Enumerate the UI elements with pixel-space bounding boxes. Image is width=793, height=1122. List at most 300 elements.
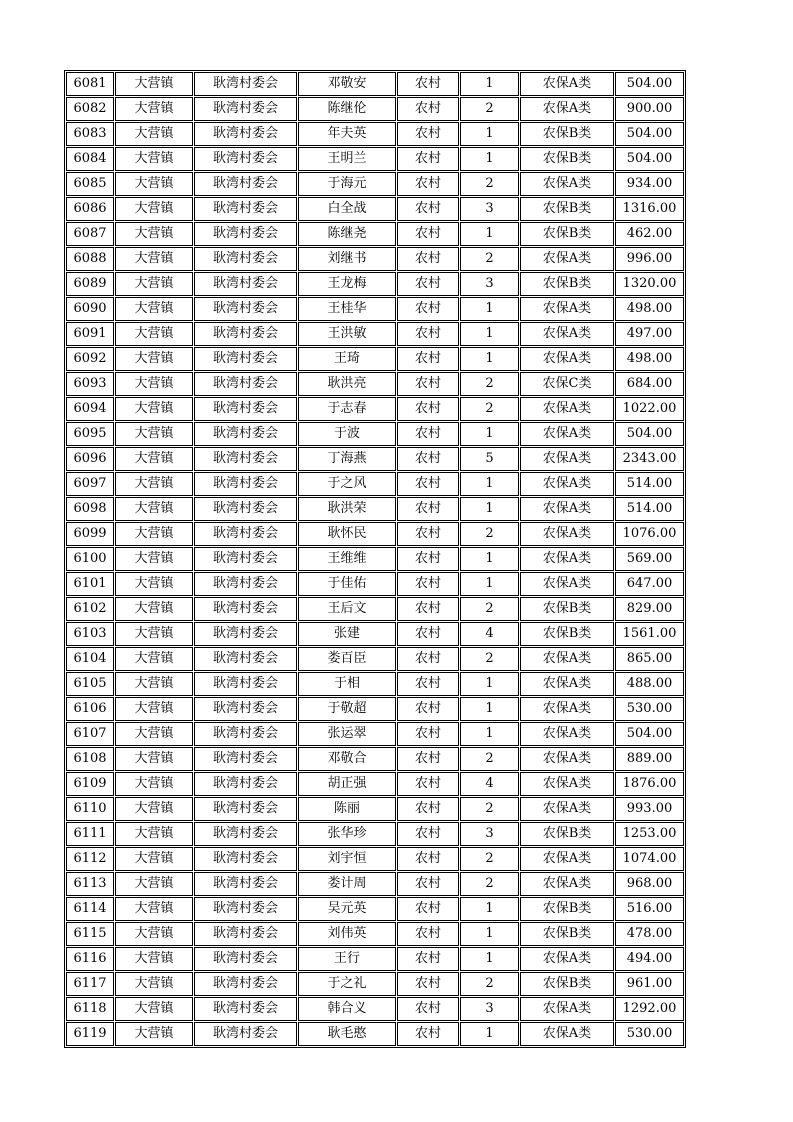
cell-amount: 1316.00 xyxy=(615,197,684,221)
cell-insurance-class: 农保A类 xyxy=(520,397,614,421)
table-row xyxy=(66,222,684,246)
cell-person-name: 耿洪亮 xyxy=(298,372,396,396)
cell-residency: 农村 xyxy=(397,972,459,996)
cell-village-committee: 耿湾村委会 xyxy=(194,522,297,546)
cell-residency: 农村 xyxy=(397,447,459,471)
cell-person-name: 于海元 xyxy=(298,172,396,196)
cell-village-committee: 耿湾村委会 xyxy=(194,422,297,446)
cell-village-committee: 耿湾村委会 xyxy=(194,572,297,596)
cell-residency: 农村 xyxy=(397,347,459,371)
cell-village-committee: 耿湾村委会 xyxy=(194,147,297,171)
cell-person-name: 陈丽 xyxy=(298,797,396,821)
cell-serial-no: 6119 xyxy=(66,1022,114,1046)
cell-village-committee: 耿湾村委会 xyxy=(194,597,297,621)
cell-person-count: 1 xyxy=(460,497,519,521)
cell-serial-no: 6083 xyxy=(66,122,114,146)
cell-insurance-class: 农保A类 xyxy=(520,672,614,696)
cell-amount: 829.00 xyxy=(615,597,684,621)
cell-amount: 514.00 xyxy=(615,472,684,496)
cell-town: 大营镇 xyxy=(115,197,193,221)
cell-person-count: 1 xyxy=(460,297,519,321)
roster-table-body xyxy=(66,72,684,1046)
cell-village-committee: 耿湾村委会 xyxy=(194,922,297,946)
cell-amount: 462.00 xyxy=(615,222,684,246)
table-row xyxy=(66,697,684,721)
cell-residency: 农村 xyxy=(397,397,459,421)
cell-person-count: 1 xyxy=(460,422,519,446)
cell-insurance-class: 农保A类 xyxy=(520,497,614,521)
cell-town: 大营镇 xyxy=(115,822,193,846)
cell-village-committee: 耿湾村委会 xyxy=(194,397,297,421)
cell-person-name: 张建 xyxy=(298,622,396,646)
cell-residency: 农村 xyxy=(397,697,459,721)
cell-person-name: 于相 xyxy=(298,672,396,696)
table-row xyxy=(66,872,684,896)
table-row xyxy=(66,372,684,396)
cell-residency: 农村 xyxy=(397,822,459,846)
cell-insurance-class: 农保B类 xyxy=(520,972,614,996)
cell-insurance-class: 农保A类 xyxy=(520,97,614,121)
cell-person-count: 2 xyxy=(460,797,519,821)
cell-serial-no: 6095 xyxy=(66,422,114,446)
table-row xyxy=(66,172,684,196)
cell-residency: 农村 xyxy=(397,497,459,521)
cell-residency: 农村 xyxy=(397,947,459,971)
cell-insurance-class: 农保A类 xyxy=(520,697,614,721)
cell-serial-no: 6082 xyxy=(66,97,114,121)
cell-amount: 1292.00 xyxy=(615,997,684,1021)
cell-person-name: 刘继书 xyxy=(298,247,396,271)
cell-town: 大营镇 xyxy=(115,672,193,696)
cell-residency: 农村 xyxy=(397,897,459,921)
cell-person-name: 于之风 xyxy=(298,472,396,496)
cell-insurance-class: 农保A类 xyxy=(520,572,614,596)
cell-town: 大营镇 xyxy=(115,647,193,671)
cell-person-name: 于佳佑 xyxy=(298,572,396,596)
cell-serial-no: 6118 xyxy=(66,997,114,1021)
cell-person-count: 1 xyxy=(460,222,519,246)
cell-insurance-class: 农保A类 xyxy=(520,172,614,196)
cell-town: 大营镇 xyxy=(115,547,193,571)
cell-amount: 504.00 xyxy=(615,122,684,146)
cell-person-count: 1 xyxy=(460,122,519,146)
cell-serial-no: 6110 xyxy=(66,797,114,821)
cell-insurance-class: 农保A类 xyxy=(520,72,614,96)
cell-town: 大营镇 xyxy=(115,72,193,96)
cell-residency: 农村 xyxy=(397,522,459,546)
cell-serial-no: 6086 xyxy=(66,197,114,221)
cell-person-count: 3 xyxy=(460,197,519,221)
cell-person-count: 4 xyxy=(460,772,519,796)
cell-insurance-class: 农保A类 xyxy=(520,872,614,896)
cell-residency: 农村 xyxy=(397,122,459,146)
cell-residency: 农村 xyxy=(397,322,459,346)
cell-amount: 993.00 xyxy=(615,797,684,821)
cell-amount: 1320.00 xyxy=(615,272,684,296)
cell-person-count: 1 xyxy=(460,672,519,696)
table-row xyxy=(66,547,684,571)
cell-person-name: 王明兰 xyxy=(298,147,396,171)
cell-residency: 农村 xyxy=(397,297,459,321)
table-row xyxy=(66,422,684,446)
cell-residency: 农村 xyxy=(397,72,459,96)
cell-town: 大营镇 xyxy=(115,922,193,946)
cell-person-name: 胡正强 xyxy=(298,772,396,796)
cell-town: 大营镇 xyxy=(115,297,193,321)
cell-village-committee: 耿湾村委会 xyxy=(194,497,297,521)
cell-village-committee: 耿湾村委会 xyxy=(194,672,297,696)
cell-person-name: 于敬超 xyxy=(298,697,396,721)
cell-town: 大营镇 xyxy=(115,997,193,1021)
cell-village-committee: 耿湾村委会 xyxy=(194,872,297,896)
cell-person-name: 白全战 xyxy=(298,197,396,221)
cell-residency: 农村 xyxy=(397,772,459,796)
cell-town: 大营镇 xyxy=(115,322,193,346)
cell-town: 大营镇 xyxy=(115,497,193,521)
cell-village-committee: 耿湾村委会 xyxy=(194,547,297,571)
cell-insurance-class: 农保B类 xyxy=(520,197,614,221)
cell-person-count: 2 xyxy=(460,247,519,271)
cell-residency: 农村 xyxy=(397,572,459,596)
cell-town: 大营镇 xyxy=(115,797,193,821)
cell-insurance-class: 农保A类 xyxy=(520,772,614,796)
cell-serial-no: 6085 xyxy=(66,172,114,196)
table-row xyxy=(66,297,684,321)
cell-amount: 889.00 xyxy=(615,747,684,771)
cell-serial-no: 6090 xyxy=(66,297,114,321)
cell-serial-no: 6094 xyxy=(66,397,114,421)
cell-residency: 农村 xyxy=(397,97,459,121)
cell-serial-no: 6113 xyxy=(66,872,114,896)
cell-residency: 农村 xyxy=(397,372,459,396)
cell-town: 大营镇 xyxy=(115,447,193,471)
cell-amount: 516.00 xyxy=(615,897,684,921)
cell-person-count: 1 xyxy=(460,722,519,746)
cell-village-committee: 耿湾村委会 xyxy=(194,722,297,746)
cell-village-committee: 耿湾村委会 xyxy=(194,822,297,846)
cell-insurance-class: 农保A类 xyxy=(520,247,614,271)
cell-residency: 农村 xyxy=(397,247,459,271)
cell-serial-no: 6101 xyxy=(66,572,114,596)
cell-amount: 498.00 xyxy=(615,297,684,321)
cell-insurance-class: 农保A类 xyxy=(520,722,614,746)
cell-serial-no: 6099 xyxy=(66,522,114,546)
cell-person-name: 王行 xyxy=(298,947,396,971)
cell-amount: 488.00 xyxy=(615,672,684,696)
cell-village-committee: 耿湾村委会 xyxy=(194,697,297,721)
cell-amount: 865.00 xyxy=(615,647,684,671)
cell-amount: 504.00 xyxy=(615,147,684,171)
cell-residency: 农村 xyxy=(397,1022,459,1046)
cell-person-count: 2 xyxy=(460,872,519,896)
cell-serial-no: 6102 xyxy=(66,597,114,621)
table-row xyxy=(66,122,684,146)
cell-person-count: 2 xyxy=(460,172,519,196)
cell-serial-no: 6114 xyxy=(66,897,114,921)
table-row xyxy=(66,447,684,471)
cell-village-committee: 耿湾村委会 xyxy=(194,222,297,246)
cell-residency: 农村 xyxy=(397,147,459,171)
table-row xyxy=(66,197,684,221)
cell-village-committee: 耿湾村委会 xyxy=(194,647,297,671)
cell-person-count: 1 xyxy=(460,147,519,171)
cell-person-count: 1 xyxy=(460,72,519,96)
table-row xyxy=(66,997,684,1021)
cell-amount: 961.00 xyxy=(615,972,684,996)
cell-village-committee: 耿湾村委会 xyxy=(194,322,297,346)
cell-serial-no: 6092 xyxy=(66,347,114,371)
table-row xyxy=(66,622,684,646)
cell-serial-no: 6081 xyxy=(66,72,114,96)
cell-town: 大营镇 xyxy=(115,97,193,121)
cell-insurance-class: 农保A类 xyxy=(520,547,614,571)
cell-village-committee: 耿湾村委会 xyxy=(194,797,297,821)
table-row xyxy=(66,97,684,121)
cell-residency: 农村 xyxy=(397,997,459,1021)
cell-amount: 504.00 xyxy=(615,72,684,96)
cell-amount: 530.00 xyxy=(615,1022,684,1046)
cell-insurance-class: 农保B类 xyxy=(520,122,614,146)
cell-town: 大营镇 xyxy=(115,472,193,496)
cell-insurance-class: 农保B类 xyxy=(520,922,614,946)
cell-serial-no: 6098 xyxy=(66,497,114,521)
cell-residency: 农村 xyxy=(397,222,459,246)
cell-serial-no: 6116 xyxy=(66,947,114,971)
cell-person-count: 2 xyxy=(460,397,519,421)
cell-village-committee: 耿湾村委会 xyxy=(194,347,297,371)
cell-town: 大营镇 xyxy=(115,872,193,896)
cell-village-committee: 耿湾村委会 xyxy=(194,97,297,121)
cell-town: 大营镇 xyxy=(115,622,193,646)
cell-residency: 农村 xyxy=(397,597,459,621)
cell-person-name: 王洪敏 xyxy=(298,322,396,346)
cell-person-name: 张华珍 xyxy=(298,822,396,846)
cell-town: 大营镇 xyxy=(115,747,193,771)
cell-insurance-class: 农保A类 xyxy=(520,297,614,321)
table-row xyxy=(66,472,684,496)
cell-village-committee: 耿湾村委会 xyxy=(194,247,297,271)
cell-town: 大营镇 xyxy=(115,397,193,421)
table-row xyxy=(66,322,684,346)
table-row xyxy=(66,72,684,96)
benefit-roster-table xyxy=(64,70,686,1048)
cell-village-committee: 耿湾村委会 xyxy=(194,847,297,871)
cell-insurance-class: 农保A类 xyxy=(520,422,614,446)
cell-amount: 647.00 xyxy=(615,572,684,596)
cell-person-name: 于之礼 xyxy=(298,972,396,996)
cell-residency: 农村 xyxy=(397,872,459,896)
cell-serial-no: 6112 xyxy=(66,847,114,871)
cell-amount: 530.00 xyxy=(615,697,684,721)
cell-amount: 1876.00 xyxy=(615,772,684,796)
cell-person-count: 2 xyxy=(460,522,519,546)
cell-insurance-class: 农保A类 xyxy=(520,322,614,346)
table-row xyxy=(66,347,684,371)
cell-amount: 934.00 xyxy=(615,172,684,196)
table-row xyxy=(66,572,684,596)
cell-insurance-class: 农保B类 xyxy=(520,622,614,646)
cell-person-count: 2 xyxy=(460,847,519,871)
cell-serial-no: 6111 xyxy=(66,822,114,846)
cell-person-name: 刘伟英 xyxy=(298,922,396,946)
cell-town: 大营镇 xyxy=(115,572,193,596)
cell-person-count: 3 xyxy=(460,272,519,296)
cell-amount: 2343.00 xyxy=(615,447,684,471)
cell-town: 大营镇 xyxy=(115,597,193,621)
table-row xyxy=(66,1022,684,1046)
table-row xyxy=(66,272,684,296)
cell-residency: 农村 xyxy=(397,647,459,671)
cell-village-committee: 耿湾村委会 xyxy=(194,172,297,196)
cell-person-count: 2 xyxy=(460,747,519,771)
table-row xyxy=(66,922,684,946)
cell-person-count: 2 xyxy=(460,97,519,121)
table-row xyxy=(66,672,684,696)
cell-person-name: 王后文 xyxy=(298,597,396,621)
cell-person-count: 2 xyxy=(460,972,519,996)
cell-amount: 478.00 xyxy=(615,922,684,946)
cell-person-count: 1 xyxy=(460,322,519,346)
cell-town: 大营镇 xyxy=(115,897,193,921)
cell-insurance-class: 农保A类 xyxy=(520,447,614,471)
table-row xyxy=(66,847,684,871)
cell-serial-no: 6088 xyxy=(66,247,114,271)
cell-serial-no: 6117 xyxy=(66,972,114,996)
cell-person-count: 2 xyxy=(460,647,519,671)
table-row xyxy=(66,497,684,521)
cell-person-name: 于志春 xyxy=(298,397,396,421)
cell-person-name: 耿怀民 xyxy=(298,522,396,546)
cell-amount: 968.00 xyxy=(615,872,684,896)
cell-village-committee: 耿湾村委会 xyxy=(194,947,297,971)
table-row xyxy=(66,247,684,271)
cell-insurance-class: 农保B类 xyxy=(520,822,614,846)
cell-village-committee: 耿湾村委会 xyxy=(194,747,297,771)
cell-person-name: 娄百臣 xyxy=(298,647,396,671)
cell-person-count: 2 xyxy=(460,372,519,396)
cell-serial-no: 6105 xyxy=(66,672,114,696)
cell-person-name: 耿洪荣 xyxy=(298,497,396,521)
cell-serial-no: 6087 xyxy=(66,222,114,246)
cell-amount: 1022.00 xyxy=(615,397,684,421)
cell-serial-no: 6096 xyxy=(66,447,114,471)
cell-town: 大营镇 xyxy=(115,247,193,271)
cell-insurance-class: 农保A类 xyxy=(520,522,614,546)
cell-person-name: 邓敬合 xyxy=(298,747,396,771)
cell-village-committee: 耿湾村委会 xyxy=(194,272,297,296)
cell-residency: 农村 xyxy=(397,922,459,946)
cell-serial-no: 6106 xyxy=(66,697,114,721)
cell-residency: 农村 xyxy=(397,472,459,496)
table-row xyxy=(66,747,684,771)
cell-residency: 农村 xyxy=(397,797,459,821)
cell-insurance-class: 农保A类 xyxy=(520,472,614,496)
cell-insurance-class: 农保B类 xyxy=(520,147,614,171)
cell-person-name: 王龙梅 xyxy=(298,272,396,296)
cell-serial-no: 6103 xyxy=(66,622,114,646)
table-row xyxy=(66,972,684,996)
cell-town: 大营镇 xyxy=(115,122,193,146)
cell-serial-no: 6084 xyxy=(66,147,114,171)
table-row xyxy=(66,397,684,421)
cell-village-committee: 耿湾村委会 xyxy=(194,997,297,1021)
cell-amount: 1253.00 xyxy=(615,822,684,846)
cell-village-committee: 耿湾村委会 xyxy=(194,197,297,221)
cell-person-count: 2 xyxy=(460,597,519,621)
cell-town: 大营镇 xyxy=(115,947,193,971)
cell-serial-no: 6109 xyxy=(66,772,114,796)
cell-person-name: 张运翠 xyxy=(298,722,396,746)
cell-person-name: 年夫英 xyxy=(298,122,396,146)
cell-town: 大营镇 xyxy=(115,372,193,396)
cell-insurance-class: 农保B类 xyxy=(520,272,614,296)
cell-person-name: 邓敬安 xyxy=(298,72,396,96)
cell-person-name: 吴元英 xyxy=(298,897,396,921)
cell-amount: 900.00 xyxy=(615,97,684,121)
cell-residency: 农村 xyxy=(397,847,459,871)
cell-amount: 996.00 xyxy=(615,247,684,271)
table-row xyxy=(66,822,684,846)
cell-serial-no: 6108 xyxy=(66,747,114,771)
cell-person-name: 于波 xyxy=(298,422,396,446)
cell-town: 大营镇 xyxy=(115,697,193,721)
cell-serial-no: 6093 xyxy=(66,372,114,396)
cell-town: 大营镇 xyxy=(115,972,193,996)
cell-town: 大营镇 xyxy=(115,847,193,871)
cell-insurance-class: 农保A类 xyxy=(520,647,614,671)
cell-town: 大营镇 xyxy=(115,1022,193,1046)
cell-person-count: 1 xyxy=(460,572,519,596)
cell-person-count: 1 xyxy=(460,347,519,371)
cell-village-committee: 耿湾村委会 xyxy=(194,72,297,96)
cell-person-name: 丁海燕 xyxy=(298,447,396,471)
cell-residency: 农村 xyxy=(397,422,459,446)
cell-village-committee: 耿湾村委会 xyxy=(194,447,297,471)
cell-amount: 569.00 xyxy=(615,547,684,571)
cell-village-committee: 耿湾村委会 xyxy=(194,1022,297,1046)
table-row xyxy=(66,772,684,796)
cell-village-committee: 耿湾村委会 xyxy=(194,372,297,396)
cell-person-count: 5 xyxy=(460,447,519,471)
cell-village-committee: 耿湾村委会 xyxy=(194,472,297,496)
cell-insurance-class: 农保A类 xyxy=(520,997,614,1021)
cell-amount: 497.00 xyxy=(615,322,684,346)
cell-amount: 1076.00 xyxy=(615,522,684,546)
table-row xyxy=(66,897,684,921)
table-row xyxy=(66,597,684,621)
cell-amount: 504.00 xyxy=(615,722,684,746)
cell-insurance-class: 农保A类 xyxy=(520,1022,614,1046)
cell-village-committee: 耿湾村委会 xyxy=(194,897,297,921)
cell-insurance-class: 农保C类 xyxy=(520,372,614,396)
cell-town: 大营镇 xyxy=(115,347,193,371)
cell-residency: 农村 xyxy=(397,172,459,196)
cell-village-committee: 耿湾村委会 xyxy=(194,297,297,321)
cell-insurance-class: 农保A类 xyxy=(520,347,614,371)
cell-serial-no: 6104 xyxy=(66,647,114,671)
cell-residency: 农村 xyxy=(397,547,459,571)
table-row xyxy=(66,647,684,671)
cell-village-committee: 耿湾村委会 xyxy=(194,622,297,646)
cell-person-name: 娄计周 xyxy=(298,872,396,896)
cell-insurance-class: 农保A类 xyxy=(520,747,614,771)
cell-amount: 494.00 xyxy=(615,947,684,971)
cell-residency: 农村 xyxy=(397,197,459,221)
cell-person-name: 陈继伦 xyxy=(298,97,396,121)
cell-person-count: 1 xyxy=(460,472,519,496)
roster-table-container xyxy=(64,70,686,1048)
cell-person-count: 1 xyxy=(460,922,519,946)
